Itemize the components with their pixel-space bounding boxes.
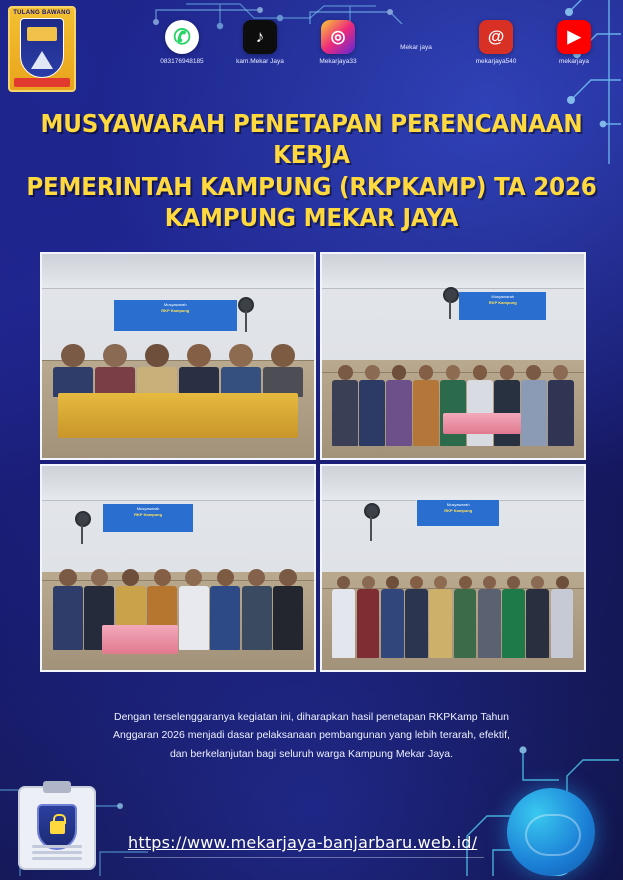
lock-icon (50, 821, 65, 834)
youtube-icon: ▶ (557, 20, 591, 54)
social-links-row (150, 20, 606, 66)
photo-collage (40, 252, 586, 672)
tiktok-icon: ♪ (243, 20, 277, 54)
instagram-icon: ◎ (321, 20, 355, 54)
caption-line-3: dan berkelanjutan bagi seluruh warga Kampung Mekar Jaya. (169, 747, 454, 760)
clipboard-clip (43, 781, 71, 793)
front-table-pink (102, 625, 178, 654)
social-link-youtube[interactable] (542, 20, 606, 66)
caption-line-1: Dengan terselenggaranya kegiatan ini, diharapkan hasil penetapan RKPKamp Tahun (113, 711, 509, 723)
clipboard-text-lines (32, 842, 82, 860)
social-handle-whatsapp: 083176948185 (160, 58, 204, 65)
seal-shield-icon (20, 18, 64, 78)
seal-ribbon (14, 78, 70, 87)
photo-top-left (40, 252, 316, 460)
social-handle-tiktok: kam.Mekar Jaya (236, 58, 284, 65)
seal-region-label: TULANG BAWANG (13, 10, 71, 16)
tulang-bawang-seal (8, 6, 76, 92)
whatsapp-icon: ✆ (165, 20, 199, 54)
title-line-2: PEMERINTAH KAMPUNG (RKPKAMP) TA 2026 (26, 171, 597, 201)
clipboard-shield-illustration (18, 786, 96, 870)
photo-bottom-left (40, 464, 316, 672)
social-link-instagram[interactable] (306, 20, 370, 66)
caption-text (34, 708, 589, 763)
photo-banner: Musyawarah RKP Kampung (113, 299, 238, 332)
social-handle-youtube: mekarjaya (559, 58, 589, 65)
photo-banner: Musyawarah RKP Kampung (102, 503, 194, 534)
social-link-tiktok[interactable] (228, 20, 292, 66)
photo-top-right (320, 252, 586, 460)
footer (0, 784, 623, 880)
social-link-facebook[interactable] (384, 20, 448, 52)
photo-banner: Musyawarah RKP Kampung (458, 291, 547, 322)
title-line-1: MUSYAWARAH PENETAPAN PERENCANAAN KERJA (40, 109, 583, 170)
email-icon: @ (479, 20, 513, 54)
social-link-email[interactable] (464, 20, 528, 66)
front-table-pink (443, 413, 522, 433)
website-url-link[interactable]: https://www.mekarjaya-banjarbaru.web.id/ (128, 833, 478, 852)
social-link-whatsapp[interactable] (150, 20, 214, 66)
photo-bottom-right (320, 464, 586, 672)
social-handle-instagram: Mekarjaya33 (319, 58, 357, 65)
social-handle-facebook: Mekar jaya (400, 44, 432, 51)
caption-line-2: Anggaran 2026 menjadi dasar pelaksanaan pembangunan yang lebih terarah, efektif, (113, 729, 510, 742)
page-title (0, 108, 623, 233)
social-handle-email: mekarjaya540 (475, 58, 517, 65)
globe-icon (507, 788, 595, 876)
photo-banner: Musyawarah RKP Kampung (416, 499, 500, 528)
url-underline (124, 857, 484, 858)
head-table-gold (58, 393, 297, 438)
title-line-3: KAMPUNG MEKAR JAYA (164, 203, 459, 233)
